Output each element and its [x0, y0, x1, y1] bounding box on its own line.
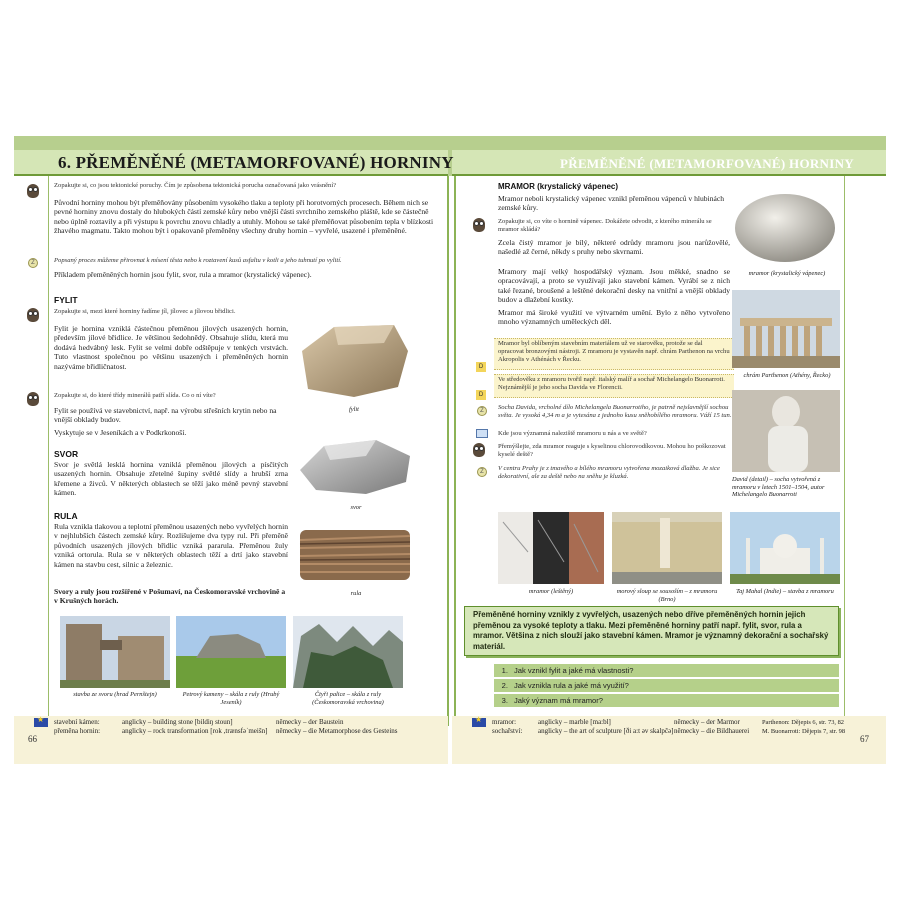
svor-stone-image — [296, 436, 414, 498]
polished-marble-photo — [498, 512, 604, 584]
ctyri-palice-caption: Čtyři palice – skála z ruly (Českomoravská vrchovina) — [312, 691, 384, 706]
mramor-caption: mramor (krystalický vápenec) — [748, 270, 826, 277]
summary-box: Přeměněné horniny vznikly z vyvřelých, usazených nebo dříve přeměněných hornin jejich přeměnou za vysoké teploty a tlaku. Mezi přeměněné horniny patří např. fylit, svor, rula a mramor. Většina z nich slouží jako stavební kámen. Mramor je významný dekorační a sochařský materiál. — [464, 606, 839, 656]
intro-note: Popsaný proces můžeme přirovnat k mísení těsta nebo k roztavení kusů asfaltu v kotli a jeho tuhnutí po vylití. — [54, 257, 342, 264]
vocab-en-1: anglicky – building stone [bildiŋ stoun] — [122, 718, 233, 726]
vocab-cz-1: stavební kámen: — [54, 718, 100, 726]
d-history-icon: D — [476, 362, 486, 372]
page-number-left: 66 — [28, 734, 37, 744]
compare-icon: Z — [477, 467, 487, 477]
david-photo — [732, 390, 840, 472]
acid-question: Přemýšlejte, zda mramor reaguje s kyselinou chlorovodíkovou. Mohou ho poškozovat kyselé deště? — [498, 443, 726, 459]
question-number: 1. — [501, 666, 508, 675]
owl-icon — [472, 441, 486, 457]
question-row — [494, 664, 839, 677]
vocab-cz-4: sochařství: — [492, 727, 523, 735]
vocab-en-2: anglicky – rock transformation [rok ,trænsfəˈmeišn] — [122, 727, 268, 735]
fylit-use: Fylit se používá ve stavebnictví, např. na výrobu střešních krytin nebo na vnější obklady budov. — [54, 406, 277, 425]
vocab-de-1: německy – der Baustein — [276, 718, 344, 726]
mramor-heading: MRAMOR (krystalický vápenec) — [498, 182, 619, 191]
compare-icon: Z — [477, 406, 487, 416]
vocab-en-4: anglicky – the art of sculpture [ði a:t əv skalpčə] — [538, 727, 674, 735]
mramor-art: Mramor má široké využití ve výtvarném umění. Bylo z něho vytvořeno mnoho významných uměleckých děl. — [498, 308, 730, 327]
question-number: 3. — [501, 696, 508, 705]
mramor-origin: Mramor neboli krystalický vápenec vznikl přeměnou vápenců v hlubinách zemské kůry. — [498, 194, 725, 213]
prague-note: V centru Prahy je z tmavého a bílého mramoru vytvořena mozaiková dlažba. Je sice dekorativní, ale za deště nebo na sněhu je kluzká. — [498, 465, 720, 481]
svor-heading: SVOR — [54, 449, 79, 459]
d-box-antiquity-text: Mramor byl oblíbeným stavebním materiálem už ve starověku, protože se dal opracovat bronzovými nástroji. Z mramoru je vystavěn např. chrám Parthenon na vrchu Akropolis v Athénách v Řecku. — [498, 340, 730, 364]
rula-stone-image — [296, 524, 414, 586]
d-history-icon: D — [476, 390, 486, 400]
question-row — [494, 679, 839, 692]
petrovy-kameny-photo — [176, 616, 286, 688]
svor-description: Svor je světlá lesklá hornina vzniklá přeměnou jílových a písčitých usazených hornin. Obsahuje zřetelné šupiny světlé slídy a hrubší zrna křemene a živců. V některých oblastech se těží jako méně pevný stavební kámen. — [54, 460, 288, 498]
question-text: Jak vznikl fylit a jaké má vlastnosti? — [514, 666, 634, 675]
vocab-cz-2: přeměna hornin: — [54, 727, 101, 735]
running-head: PŘEMĚNĚNÉ (METAMORFOVANÉ) HORNINY — [560, 156, 854, 171]
page-number-right: 67 — [860, 734, 869, 744]
plague-column-photo — [612, 512, 722, 584]
taj-mahal-photo — [730, 512, 840, 584]
owl-icon — [472, 216, 486, 232]
intro-paragraph: Původní horniny mohou být přeměňovány působením vysokého tlaku a teploty při horotvorných procesech. Během nich se pevné horniny znovu dostaly do hlubokých částí zemské kůry nebo vnější části svrchního zemského pláště, kde se částečně nebo úplně roztavily a při výstupu k povrchu znovu chladly a utuhly. Mohou se také přeměňovat působením tepla v blízkosti žhavého magmatu. Takto mohou být i opakovaně přeměněny všechny druhy hornin – vyvřelé, usazené i přeměněné. — [54, 198, 434, 236]
fylit-occurrence: Vyskytuje se v Jeseníkách a v Podkrkonoší. — [54, 428, 187, 437]
question-text: Jak vznikla rula a jaké má využití? — [514, 681, 629, 690]
fylit-heading: FYLIT — [54, 295, 78, 305]
vocab-de-2: německy – die Metamorphose des Gesteins — [276, 727, 398, 735]
owl-icon — [26, 182, 40, 198]
question-text: Jaký význam má mramor? — [514, 696, 604, 705]
vocab-de-3: německy – der Marmor — [674, 718, 740, 726]
gutter-rule-left — [447, 176, 449, 726]
pc-question: Kde jsou významná naleziště mramoru u nás a ve světě? — [498, 430, 647, 437]
parthenon-caption: chrám Parthenon (Athény, Řecko) — [743, 372, 831, 379]
svor-caption: svor — [350, 504, 362, 511]
margin-rule-right — [844, 176, 845, 721]
parthenon-photo — [732, 290, 840, 368]
david-note: Socha Davida, vrcholné dílo Michelangela Buonarrotiho, je patrně nejslavnější sochou světa. Je vysoká 4,34 m a je vytesána z jednoho kusu sněhobílého mramoru. Váží 15 tun. — [498, 404, 732, 420]
petrovy-kameny-caption: Petrový kameny – skála z ruly (Hrubý Jeseník) — [182, 691, 280, 706]
mramor-question: Zopakujte si, co víte o hornině vápenec. Dokážete odvodit, z kterého minerálu se mramor skládá? — [498, 218, 712, 234]
compare-icon: Z — [28, 258, 38, 268]
fylit-caption: fylit — [349, 406, 359, 413]
mramor-economy: Mramory mají velký hospodářský význam. Jsou měkké, snadno se opracovávají, a proto se využívají jako stavební kámen. Vyrábí se z nich také řezané, broušené a leštěné dekorační desky na vnitřní a vnější obklady budov a dlažební kostky. — [498, 267, 730, 305]
ctyri-palice-photo — [293, 616, 403, 688]
fylit-description: Fylit je hornina vzniklá částečnou přeměnou jílových usazených hornin, především jílové břidlice. Je většinou šedohnědý. Obsahuje slídu, která mu dodává hedvábný lesk. Fylit se velmi dobře odštěpuje v tenkých vrstvách. Tuto vlastnost společnou po většinu usazených i přeměněných hornin nazýváme břidličnatost. — [54, 324, 288, 371]
crossref-buonarroti: M. Buonarroti: Dějepis 7, str. 98 — [762, 728, 846, 735]
rula-heading: RULA — [54, 511, 78, 521]
question-number: 2. — [501, 681, 508, 690]
plague-column-caption: morový sloup se sousoším – z mramoru (Brno) — [616, 588, 718, 603]
crossref-parthenon: Parthenon: Dějepis 6, str. 73, 82 — [762, 719, 845, 726]
eu-flag-icon — [472, 718, 486, 727]
polished-marble-caption: mramor (leštěný) — [528, 588, 574, 595]
intro-question: Zopakujte si, co jsou tektonické poruchy. Čím je způsobena tektonická porucha označovaná jako vrásnění? — [54, 182, 337, 189]
question-row — [494, 694, 839, 707]
mramor-color: Zcela čistý mramor je bílý, některé odrůdy mramoru jsou narůžovělé, našedlé až černé, někdy s pruhy nebo skvrnami. — [498, 238, 730, 257]
mramor-stone-image — [732, 190, 838, 266]
computer-icon — [476, 429, 488, 438]
vocab-en-3: anglicky – marble [ma:bl] — [538, 718, 611, 726]
owl-icon — [26, 390, 40, 406]
david-caption: David (detail) – socha vytvořená z mramoru v letech 1501–1504, autor Michelangelo Buonarroti — [732, 476, 825, 499]
textbook-spread — [14, 136, 886, 766]
gutter-rule-right — [454, 176, 456, 726]
chapter-title: 6. PŘEMĚNĚNÉ (METAMORFOVANÉ) HORNINY — [58, 153, 454, 172]
castle-caption: stavba ze svoru (hrad Pernštejn) — [73, 691, 157, 698]
fylit-stone-image — [294, 321, 412, 401]
fylit-question: Zopakujte si, mezi které horniny řadíme jíl, jílovec a jílovou břidlici. — [54, 308, 236, 315]
d-box-middle-ages-text: Ve středověku z mramoru tvořil např. italský malíř a sochař Michelangelo Buonarroti. Nejznámější je jeho socha Davida ve Florencii. — [498, 376, 725, 392]
rula-description: Rula vznikla tlakovou a teplotní přeměnou usazených nebo vyvřelých hornin v nejhlubších částech zemské kůry. Rozlišujeme dva typy rul. Při přeměně původních usazených jílových břidlic vzniká pararula. Přeměnou žuly vzniká ortorula. Rula se v některých oblastech těží a drtí jako stavební kámen na stavbu cest, silnic a železnic. — [54, 522, 288, 569]
vocab-de-4: německy – die Bildhauerei — [674, 727, 750, 735]
taj-mahal-caption: Taj Mahal (Indie) – stavba z mramoru — [736, 588, 834, 595]
margin-rule-left — [48, 176, 49, 721]
rula-caption: rula — [350, 590, 362, 597]
rula-occurrence: Svory a ruly jsou rozšířené v Pošumaví, na Českomoravské vrchovině a v Krušných horách. — [54, 587, 286, 606]
castle-photo — [60, 616, 170, 688]
owl-icon — [26, 306, 40, 322]
intro-examples: Příkladem přeměněných hornin jsou fylit, svor, rula a mramor (krystalický vápenec). — [54, 270, 312, 279]
vocab-cz-3: mramor: — [492, 718, 517, 726]
eu-flag-icon — [34, 718, 48, 727]
fylit-question-2: Zopakujte si, do které třídy minerálů patří slída. Co o ní víte? — [54, 392, 216, 399]
